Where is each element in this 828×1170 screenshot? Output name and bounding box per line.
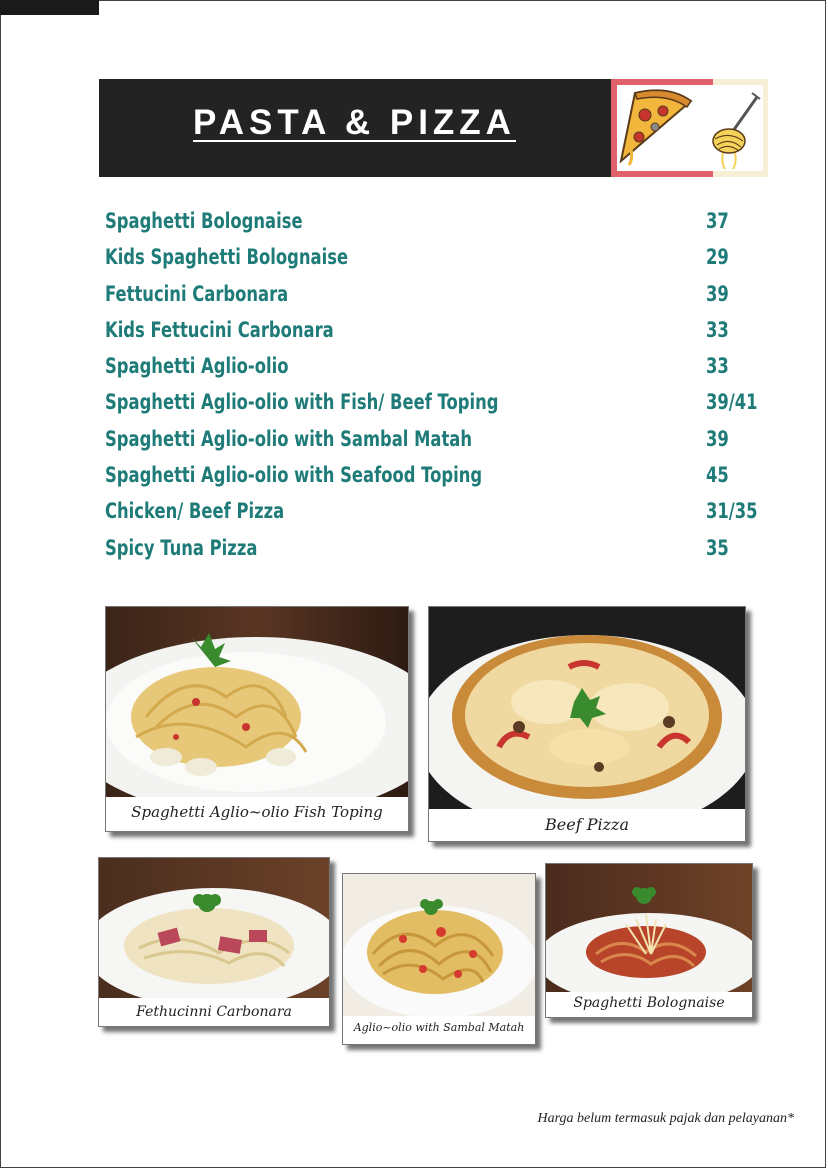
menu-item-price: 39 bbox=[706, 426, 729, 451]
menu-item-price: 39/41 bbox=[706, 390, 758, 415]
menu-item-price: 33 bbox=[706, 317, 729, 342]
photo-carbonara bbox=[98, 857, 330, 1027]
menu-item-price: 45 bbox=[706, 463, 729, 488]
photo-sambal-matah bbox=[342, 873, 536, 1045]
header-illustration bbox=[611, 79, 768, 177]
corner-tab bbox=[0, 0, 99, 15]
carbonara-image bbox=[99, 858, 329, 998]
aglio-fish-image bbox=[106, 607, 408, 797]
beef-pizza-image bbox=[429, 607, 745, 809]
menu-item-name: Spaghetti Aglio-olio with Seafood Toping bbox=[105, 463, 483, 488]
menu-row bbox=[105, 203, 765, 239]
menu-item-price: 37 bbox=[706, 209, 729, 233]
menu-item-name: Kids Fettucini Carbonara bbox=[105, 317, 334, 342]
menu-item-name: Kids Spaghetti Bolognaise bbox=[105, 245, 349, 270]
photo-caption: Beef Pizza bbox=[545, 815, 629, 834]
menu-item-name: Spaghetti Aglio-olio with Sambal Matah bbox=[105, 426, 473, 451]
menu-item-name: Fettucini Carbonara bbox=[105, 281, 289, 306]
menu-row bbox=[105, 457, 765, 493]
menu-item-price: 31/35 bbox=[706, 499, 758, 524]
menu-row bbox=[105, 239, 765, 275]
menu-item-price: 33 bbox=[706, 354, 729, 379]
bolognaise-image bbox=[546, 864, 752, 992]
menu-item-price: 35 bbox=[706, 535, 729, 560]
photo-caption: Spaghetti Aglio~olio Fish Toping bbox=[131, 803, 383, 821]
menu-row bbox=[105, 348, 765, 384]
photo-caption: Spaghetti Bolognaise bbox=[573, 995, 725, 1011]
menu-item-name: Spaghetti Aglio-olio bbox=[105, 354, 289, 379]
menu-item-name: Spaghetti Aglio-olio with Fish/ Beef Toping bbox=[105, 390, 499, 415]
menu-item-price: 39 bbox=[706, 281, 729, 306]
menu-item-name: Spicy Tuna Pizza bbox=[105, 535, 258, 560]
menu-row bbox=[105, 384, 765, 420]
menu-row bbox=[105, 421, 765, 457]
menu-item-name: Chicken/ Beef Pizza bbox=[105, 499, 285, 524]
menu-item-name: Spaghetti Bolognaise bbox=[105, 209, 303, 233]
menu-row bbox=[105, 312, 765, 348]
photo-bolognaise bbox=[545, 863, 753, 1018]
photo-aglio-fish bbox=[105, 606, 409, 832]
menu-row bbox=[105, 276, 765, 312]
photo-caption: Aglio~olio with Sambal Matah bbox=[353, 1021, 525, 1034]
menu-item-price: 29 bbox=[706, 245, 729, 270]
sambal-matah-image bbox=[343, 874, 535, 1016]
menu-list bbox=[105, 203, 765, 566]
menu-row bbox=[105, 493, 765, 529]
photo-caption: Fethucinni Carbonara bbox=[136, 1004, 292, 1020]
footer-note: Harga belum termasuk pajak dan pelayanan* bbox=[537, 1111, 794, 1126]
photo-beef-pizza bbox=[428, 606, 746, 842]
menu-row bbox=[105, 530, 765, 566]
page-title: PASTA & PIZZA bbox=[193, 103, 516, 142]
